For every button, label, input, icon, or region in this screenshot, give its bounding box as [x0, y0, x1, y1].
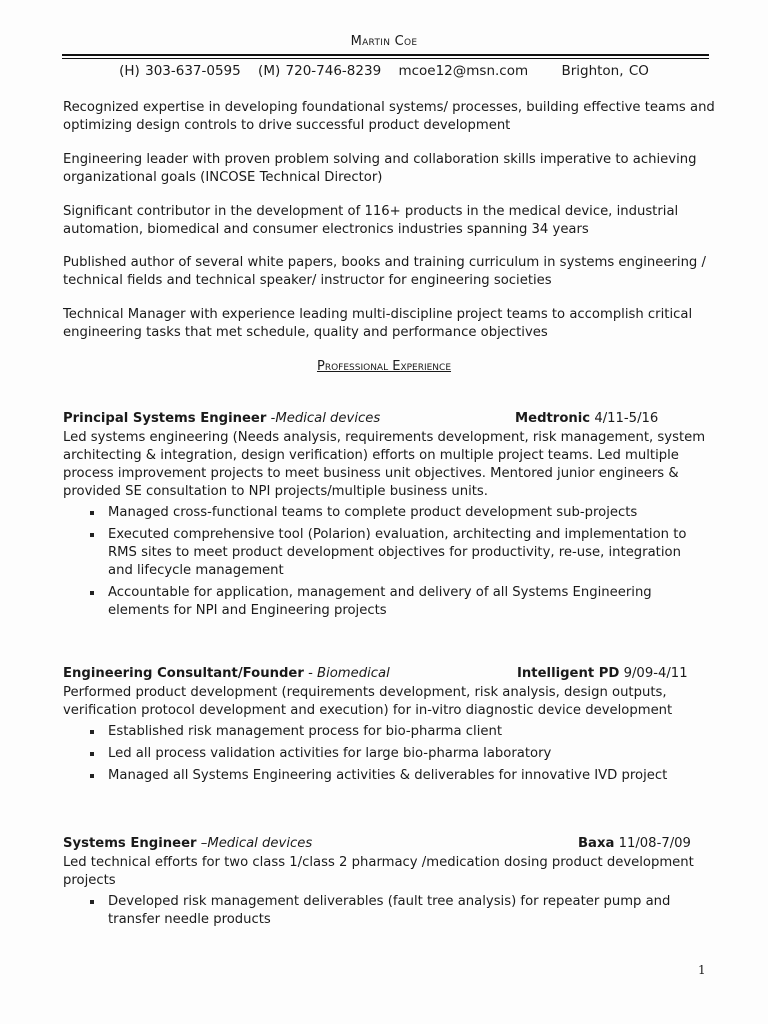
- section-title-experience: Professional Experience: [316, 359, 452, 374]
- home-phone: (H) 303-637-0595: [119, 63, 241, 79]
- job-header: [63, 410, 708, 429]
- job-field: Medical devices: [275, 411, 381, 426]
- job-employer: [515, 410, 658, 428]
- summary-paragraph: Engineering leader with proven problem solving and collaboration skills imperative to achieving organizational goals (INCOSE Technical Director): [63, 152, 697, 185]
- job-bullet: Managed cross-functional teams to complete product development sub-projects: [108, 504, 708, 522]
- job-description: Led technical efforts for two class 1/class 2 pharmacy /medication dosing product development projects: [63, 855, 694, 888]
- job-employer: [578, 835, 691, 853]
- job-entry: [63, 835, 708, 933]
- job-bullet: Led all process validation activities for large bio-pharma laboratory: [108, 745, 708, 763]
- job-dates: 9/09-4/11: [623, 666, 688, 681]
- job-separator: -: [266, 411, 276, 426]
- company-name: Baxa: [578, 836, 615, 851]
- job-entry: [63, 665, 708, 789]
- job-title: Engineering Consultant/Founder: [63, 666, 304, 681]
- job-bullets: [63, 893, 708, 929]
- job-field: Medical devices: [207, 836, 313, 851]
- job-dates: 11/08-7/09: [618, 836, 691, 851]
- job-field: Biomedical: [317, 666, 390, 681]
- job-header: [63, 665, 708, 684]
- job-description: Performed product development (requirements development, risk analysis, design outputs, verification protocol development and execution) for in-vitro diagnostic device development: [63, 685, 673, 718]
- contact-line: [0, 63, 768, 79]
- mobile-phone: (M) 720-746-8239: [258, 63, 382, 79]
- job-employer: [517, 665, 688, 683]
- email: mcoe12@msn.com: [398, 63, 529, 79]
- job-bullet: Accountable for application, management and delivery of all Systems Engineering elements for NPI and Engineering projects: [108, 584, 708, 620]
- job-description: Led systems engineering (Needs analysis, requirements development, risk management, system architecting & integration, design verification) efforts on multiple project teams. Led multiple process improvement projects to meet business unit objectives. Mentored junior engineers & provided SE consultation to NPI projects/multiple business units.: [63, 430, 706, 499]
- candidate-name: Martin Coe: [350, 34, 418, 49]
- summary-paragraph: Published author of several white papers, books and training curriculum in systems engineering / technical fields and technical speaker/ instructor for engineering societies: [63, 255, 706, 288]
- company-name: Intelligent PD: [517, 666, 620, 681]
- job-separator: -: [303, 666, 318, 681]
- header-rule-thick: [62, 54, 709, 56]
- job-header: [63, 835, 708, 854]
- job-dates: 4/11-5/16: [594, 411, 659, 426]
- job-bullet: Developed risk management deliverables (fault tree analysis) for repeater pump and transfer needle products: [108, 893, 708, 929]
- job-title: Principal Systems Engineer: [63, 411, 267, 426]
- job-bullet: Established risk management process for bio-pharma client: [108, 723, 708, 741]
- job-entry: [63, 410, 708, 624]
- job-separator: –: [196, 836, 208, 851]
- summary-paragraph: Significant contributor in the development of 116+ products in the medical device, industrial automation, biomedical and consumer electronics industries spanning 34 years: [63, 204, 679, 237]
- header-rule-thin: [62, 58, 709, 59]
- location: Brighton, CO: [561, 63, 649, 79]
- job-bullet: Executed comprehensive tool (Polarion) evaluation, architecting and implementation to RMS sites to meet product development objectives for productivity, re-use, integration and lifecycle management: [108, 526, 708, 580]
- company-name: Medtronic: [515, 411, 591, 426]
- summary-paragraph: Recognized expertise in developing foundational systems/ processes, building effective teams and optimizing design controls to drive successful product development: [63, 100, 715, 133]
- job-bullets: [63, 723, 708, 785]
- job-bullet: Managed all Systems Engineering activities & deliverables for innovative IVD project: [108, 767, 708, 785]
- summary-paragraph: Technical Manager with experience leading multi-discipline project teams to accomplish critical engineering tasks that met schedule, quality and performance objectives: [63, 307, 693, 340]
- job-bullets: [63, 504, 708, 620]
- job-title: Systems Engineer: [63, 836, 197, 851]
- page-number: 1: [698, 963, 706, 977]
